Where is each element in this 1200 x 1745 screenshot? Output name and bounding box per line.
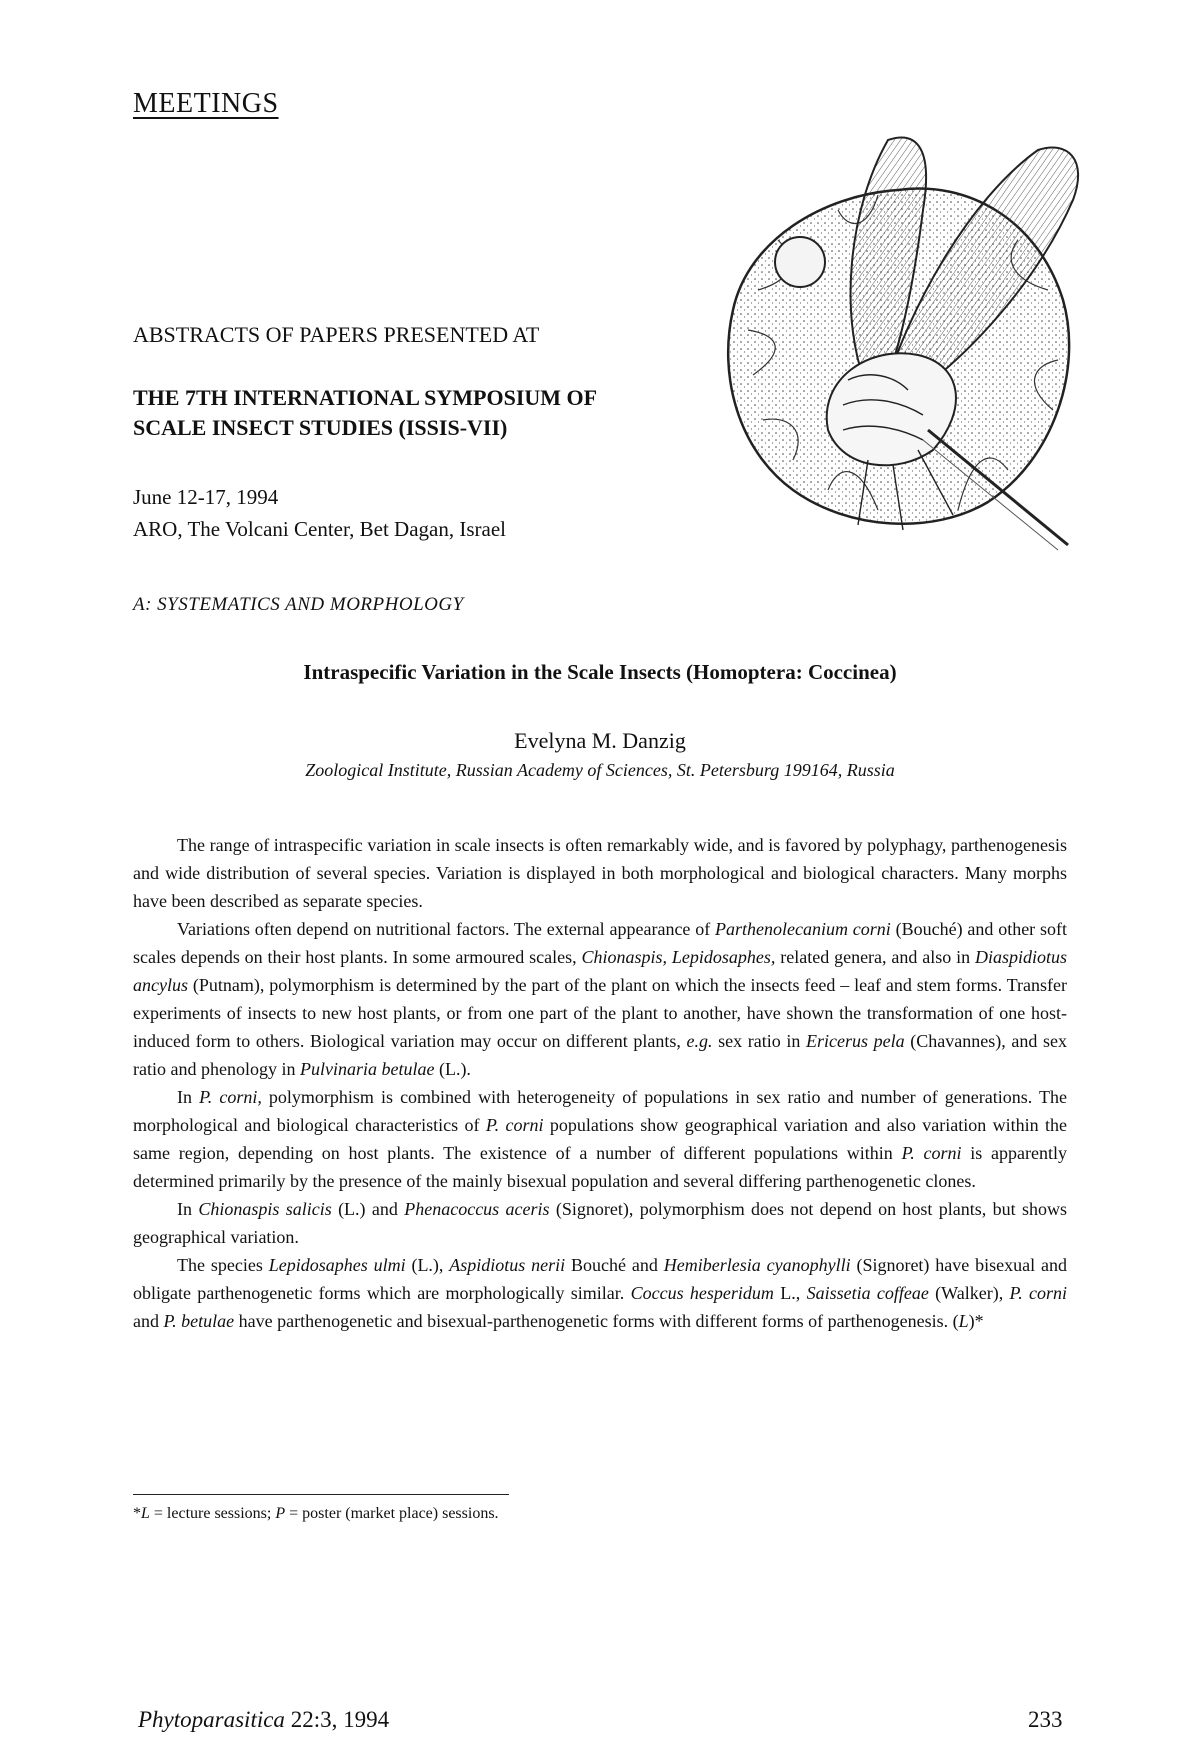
italic-text-run: Chionaspis, Lepidosaphes, [581,947,776,967]
italic-text-run: Coccus hesperidum [630,1283,774,1303]
text-run: and [133,1311,164,1331]
italic-text-run: P. corni [485,1115,544,1135]
text-run: (L.). [434,1059,471,1079]
italic-text-run: Hemiberlesia cyanophylli [663,1255,851,1275]
italic-text-run: L [958,1311,969,1331]
text-run: sex ratio in [712,1031,807,1051]
italic-text-run: Diaspidiotus ancylus [133,947,1067,995]
journal-issue: 22:3, 1994 [284,1707,390,1732]
italic-text-run: Aspidiotus nerii [449,1255,566,1275]
symposium-venue: ARO, The Volcani Center, Bet Dagan, Israel [133,517,506,541]
italic-text-run: Ericerus pela [806,1031,905,1051]
text-run: (Signoret) have bisexual and obligate parthenogenetic forms which are morphologically similar. [133,1255,1067,1303]
text-run: The species [177,1255,269,1275]
text-run: related genera, and also in [775,947,975,967]
abstract-paragraph [133,1251,1067,1335]
symposium-title [133,383,597,443]
abstract-paragraph [133,831,1067,915]
paper-title: Intraspecific Variation in the Scale Insects (Homoptera: Coccinea) [303,660,897,684]
footnote [133,1505,499,1523]
text-run: (L.) and [331,1199,405,1219]
text-run: populations show geographical variation and also variation within the same region, depending on host plants. The existence of a number of different populations within [133,1115,1067,1163]
text-run: = poster (market place) sessions. [285,1505,499,1522]
text-run: The range of intraspecific variation in scale insects is often remarkably wide, and is favored by polyphagy, parthenogenesis and wide distribution of several species. Variation is displayed in both morphological and biological characters. Many morphs have been described as separate species. [133,835,1067,911]
italic-text-run: e.g. [686,1031,713,1051]
text-run: In [177,1199,199,1219]
section-heading: A: SYSTEMATICS AND MORPHOLOGY [133,594,464,615]
author: Evelyna M. Danzig [514,728,686,753]
italic-text-run: P. corni, [199,1087,262,1107]
text-run: (L.), [405,1255,450,1275]
text-run: In [177,1087,200,1107]
text-run: Bouché and [565,1255,664,1275]
abstract-paragraph [133,1195,1067,1251]
italic-text-run: P. corni [1009,1283,1068,1303]
italic-text-run: Parthenolecanium corni [715,919,891,939]
italic-text-run: Phenacoccus aceris [404,1199,550,1219]
text-run: (Putnam), polymorphism is determined by the part of the plant on which the insects feed – leaf and stem forms. Transfer experiments of insects to new host plants, or from one part of the plant to another, have shown the transformation of one host-induced form to others. Biological variation may occur on different plants, [133,975,1067,1051]
affiliation: Zoological Institute, Russian Academy of Sciences, St. Petersburg 199164, Russia [305,760,895,780]
text-run: (Walker), [928,1283,1010,1303]
italic-text-run: P [275,1505,286,1522]
italic-text-run: Saissetia coffeae [806,1283,929,1303]
scale-insect-emblem-icon [718,130,1093,555]
text-run: is apparently determined primarily by the presence of the mainly bisexual population and several differing parthenogenetic clones. [133,1143,1068,1191]
symposium-title-line-2: SCALE INSECT STUDIES (ISSIS-VII) [133,415,508,440]
text-run: = lecture sessions; [149,1505,276,1522]
text-run: polymorphism is combined with heterogeneity of populations in sex ratio and number of generations. The morphological and biological characteristics of [133,1087,1067,1135]
text-run: have parthenogenetic and bisexual-parthenogenetic forms with different forms of parthenogenesis. ( [234,1311,959,1331]
italic-text-run: Chionaspis salicis [198,1199,332,1219]
page-number: 233 [1028,1707,1063,1732]
italic-text-run: L [141,1505,150,1522]
italic-text-run: Lepidosaphes ulmi [268,1255,406,1275]
abstracts-line: ABSTRACTS OF PAPERS PRESENTED AT [133,322,540,347]
text-run: (Bouché) and other soft scales depends on their host plants. In some armoured scales, [133,919,1067,967]
journal-name: Phytoparasitica [138,1707,285,1732]
italic-text-run: P. betulae [163,1311,235,1331]
abstract-body [133,831,1067,1335]
abstract-paragraph [133,1083,1067,1195]
text-run: (Chavannes), and sex ratio and phenology in [133,1031,1068,1079]
footnote-divider [133,1494,509,1495]
italic-text-run: Pulvinaria betulae [299,1059,435,1079]
text-run: Variations often depend on nutritional factors. The external appearance of [177,919,716,939]
footer-journal-citation [138,1707,389,1733]
section-header: MEETINGS [133,88,279,119]
italic-text-run: P. corni [901,1143,962,1163]
symposium-title-line-1: THE 7TH INTERNATIONAL SYMPOSIUM OF [133,385,598,410]
symposium-date-venue [133,481,506,545]
abstract-paragraph [133,915,1067,1083]
text-run: * [133,1505,141,1522]
text-run: (Signoret), polymorphism does not depend on host plants, but shows geographical variation. [133,1199,1067,1247]
symposium-date: June 12-17, 1994 [133,485,279,509]
text-run: L., [773,1283,807,1303]
text-run: )* [968,1311,984,1331]
